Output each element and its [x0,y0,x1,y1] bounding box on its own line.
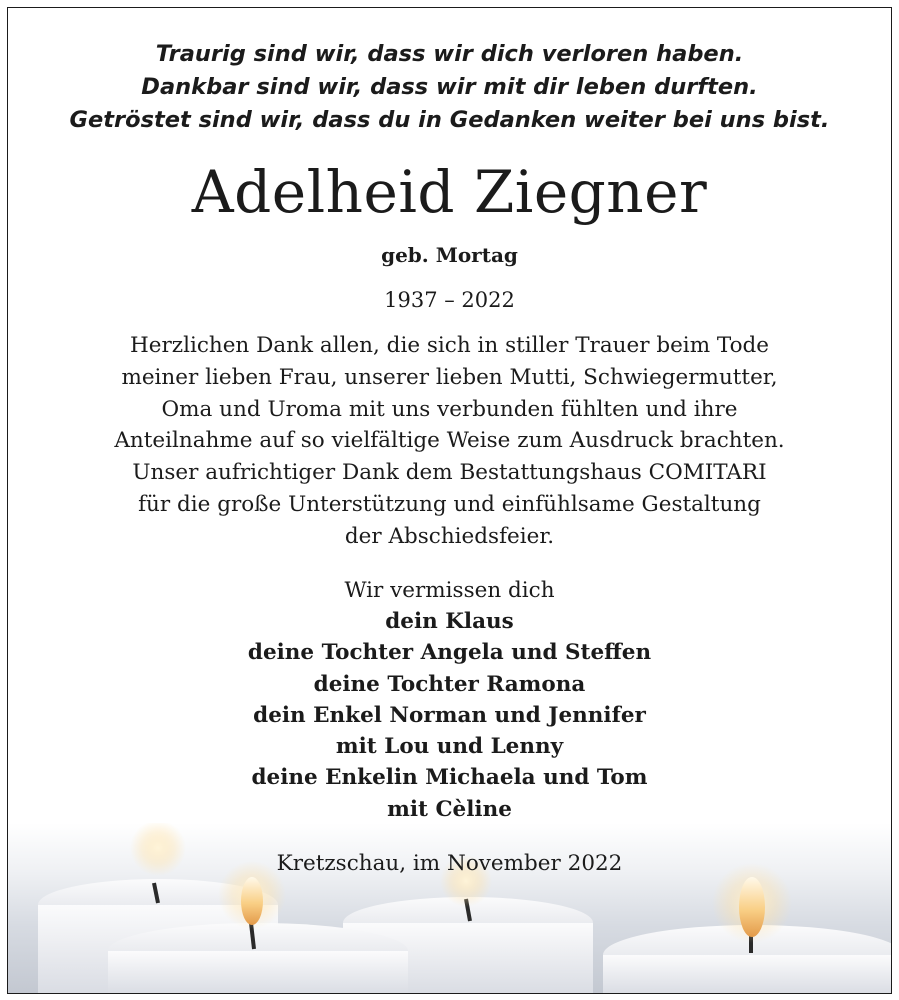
miss-intro: Wir vermissen dich [344,578,555,603]
thanks-line: Oma und Uroma mit uns verbunden fühlten und ihre [161,396,738,422]
verse-line: Getröstet sind wir, dass du in Gedanken weiter bei uns bist. [69,107,830,133]
maiden-name: geb. Mortag [381,243,518,267]
family-member: dein Enkel Norman und Jennifer [253,702,646,728]
life-years: 1937 – 2022 [384,288,515,312]
family-member: deine Enkelin Michaela und Tom [251,765,648,791]
place-date: Kretzschau, im November 2022 [276,851,623,876]
family-member: deine Tochter Ramona [313,671,586,697]
family-member: deine Tochter Angela und Steffen [247,640,652,666]
obituary-frame [7,7,892,994]
thanks-text [8,330,891,553]
verse-block [8,38,891,137]
thanks-line: Herzlichen Dank allen, die sich in stiller Trauer beim Tode [129,333,770,358]
thanks-line: meiner lieben Frau, unserer lieben Mutti, Schwiegermutter, [121,364,778,390]
thanks-line: Unser aufrichtiger Dank dem Bestattungshaus COMITARI [132,460,767,486]
family-member: mit Cèline [387,796,512,822]
thanks-line: für die große Unterstützung und einfühlsame Gestaltung [138,491,761,517]
thanks-line: der Abschiedsfeier. [344,523,555,549]
verse-line: Dankbar sind wir, dass wir mit dir leben durften. [141,74,758,100]
deceased-name: Adelheid Ziegner [191,158,708,226]
family-member: dein Klaus [385,609,514,634]
family-list [8,606,891,825]
verse-line: Traurig sind wir, dass wir dich verloren haben. [155,41,744,67]
thanks-line: Anteilnahme auf so vielfältige Weise zum Ausdruck brachten. [114,428,785,454]
family-member: mit Lou und Lenny [335,734,564,760]
candle [603,863,891,993]
